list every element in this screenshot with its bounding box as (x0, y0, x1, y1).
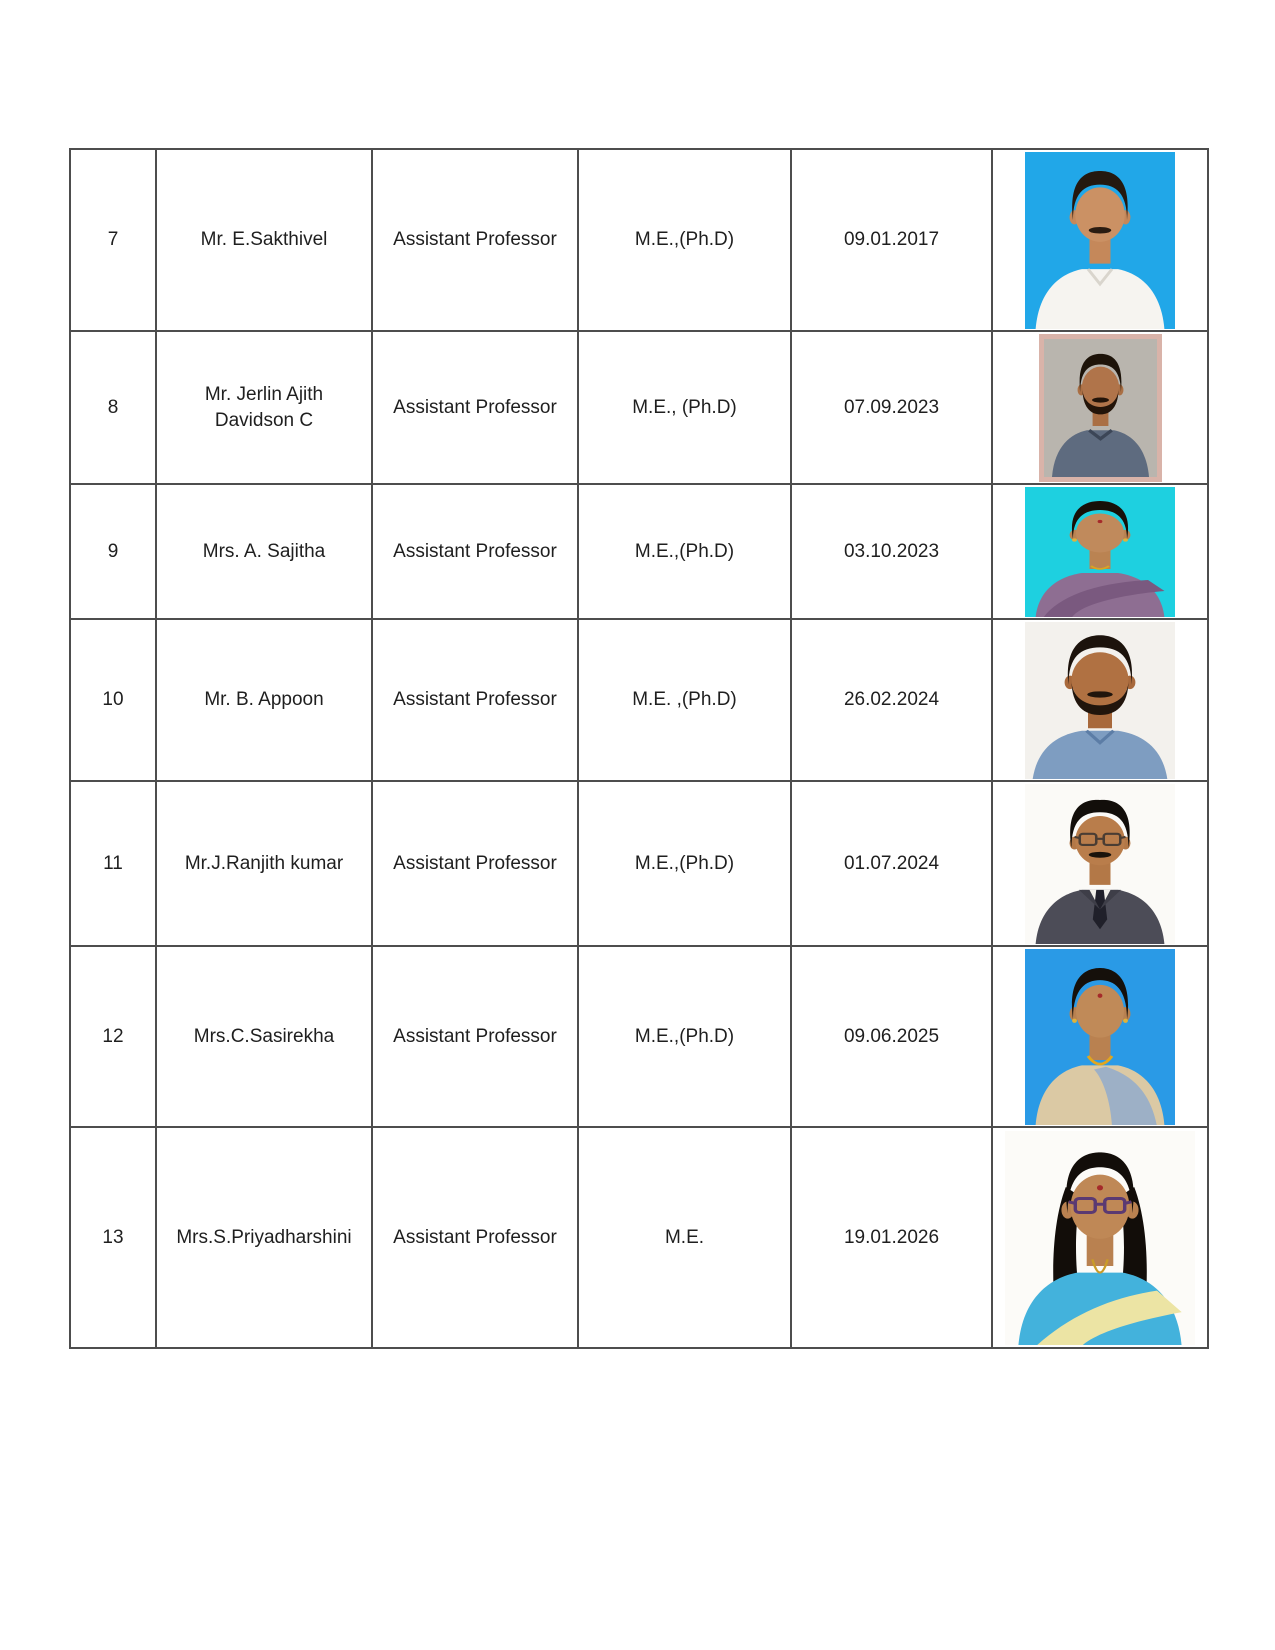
faculty-photo (1025, 487, 1175, 617)
cell-qualification (579, 947, 792, 1128)
cell-qualification (579, 620, 792, 782)
cell-date (792, 332, 993, 485)
cell-sno (71, 1128, 157, 1347)
cell-sno (71, 947, 157, 1128)
cell-sno (71, 332, 157, 485)
cell-photo (993, 947, 1207, 1128)
date-text: 07.09.2023 (843, 396, 940, 418)
faculty-photo (1039, 334, 1162, 482)
cell-name (157, 1128, 373, 1347)
name-text: Mr.J.Ranjith kumar (184, 852, 344, 874)
cell-photo (993, 150, 1207, 332)
designation-text: Assistant Professor (393, 689, 557, 711)
cell-date (792, 782, 993, 947)
cell-qualification (579, 485, 792, 620)
cell-name (157, 947, 373, 1128)
cell-name (157, 782, 373, 947)
faculty-photo (1025, 622, 1175, 779)
faculty-table (69, 148, 1209, 1349)
cell-date (792, 485, 993, 620)
cell-sno (71, 150, 157, 332)
sno-text: 10 (102, 689, 124, 711)
name-text: Mr. Jerlin Ajith Davidson C (204, 384, 324, 431)
faculty-photo (1025, 784, 1175, 944)
qualification-text: M.E.,(Ph.D) (634, 229, 735, 251)
name-text: Mr. E.Sakthivel (200, 229, 328, 251)
designation-text: Assistant Professor (393, 396, 557, 418)
cell-photo (993, 332, 1207, 485)
qualification-text: M.E.,(Ph.D) (634, 852, 735, 874)
cell-designation (373, 150, 579, 332)
date-text: 03.10.2023 (843, 540, 940, 562)
cell-name (157, 150, 373, 332)
sno-text: 12 (102, 1025, 124, 1047)
cell-date (792, 947, 993, 1128)
cell-date (792, 1128, 993, 1347)
cell-designation (373, 332, 579, 485)
cell-sno (71, 620, 157, 782)
name-text: Mr. B. Appoon (204, 689, 324, 711)
cell-qualification (579, 1128, 792, 1347)
designation-text: Assistant Professor (393, 540, 557, 562)
cell-designation (373, 1128, 579, 1347)
cell-name (157, 332, 373, 485)
sno-text: 13 (102, 1226, 124, 1248)
cell-photo (993, 485, 1207, 620)
name-text: Mrs.C.Sasirekha (193, 1025, 335, 1047)
designation-text: Assistant Professor (393, 1226, 557, 1248)
sno-text: 7 (107, 229, 119, 251)
designation-text: Assistant Professor (393, 229, 557, 251)
date-text: 19.01.2026 (843, 1226, 940, 1248)
qualification-text: M.E. ,(Ph.D) (632, 689, 737, 711)
cell-sno (71, 782, 157, 947)
cell-date (792, 150, 993, 332)
sno-text: 8 (107, 396, 119, 418)
cell-date (792, 620, 993, 782)
qualification-text: M.E. (664, 1226, 705, 1248)
date-text: 26.02.2024 (843, 689, 940, 711)
qualification-text: M.E.,(Ph.D) (634, 1025, 735, 1047)
designation-text: Assistant Professor (393, 852, 557, 874)
cell-photo (993, 1128, 1207, 1347)
qualification-text: M.E.,(Ph.D) (634, 540, 735, 562)
cell-qualification (579, 782, 792, 947)
cell-qualification (579, 150, 792, 332)
cell-designation (373, 485, 579, 620)
faculty-photo (1005, 1131, 1195, 1345)
date-text: 09.01.2017 (843, 229, 940, 251)
name-text: Mrs.S.Priyadharshini (176, 1226, 352, 1248)
faculty-photo (1025, 949, 1175, 1125)
cell-designation (373, 782, 579, 947)
designation-text: Assistant Professor (393, 1025, 557, 1047)
sno-text: 9 (107, 540, 119, 562)
cell-designation (373, 620, 579, 782)
sno-text: 11 (103, 852, 123, 874)
cell-photo (993, 782, 1207, 947)
date-text: 01.07.2024 (843, 852, 940, 874)
cell-photo (993, 620, 1207, 782)
cell-name (157, 620, 373, 782)
qualification-text: M.E., (Ph.D) (632, 396, 737, 418)
cell-qualification (579, 332, 792, 485)
faculty-photo (1025, 152, 1175, 329)
name-text: Mrs. A. Sajitha (202, 540, 326, 562)
cell-sno (71, 485, 157, 620)
date-text: 09.06.2025 (843, 1025, 940, 1047)
cell-designation (373, 947, 579, 1128)
cell-name (157, 485, 373, 620)
